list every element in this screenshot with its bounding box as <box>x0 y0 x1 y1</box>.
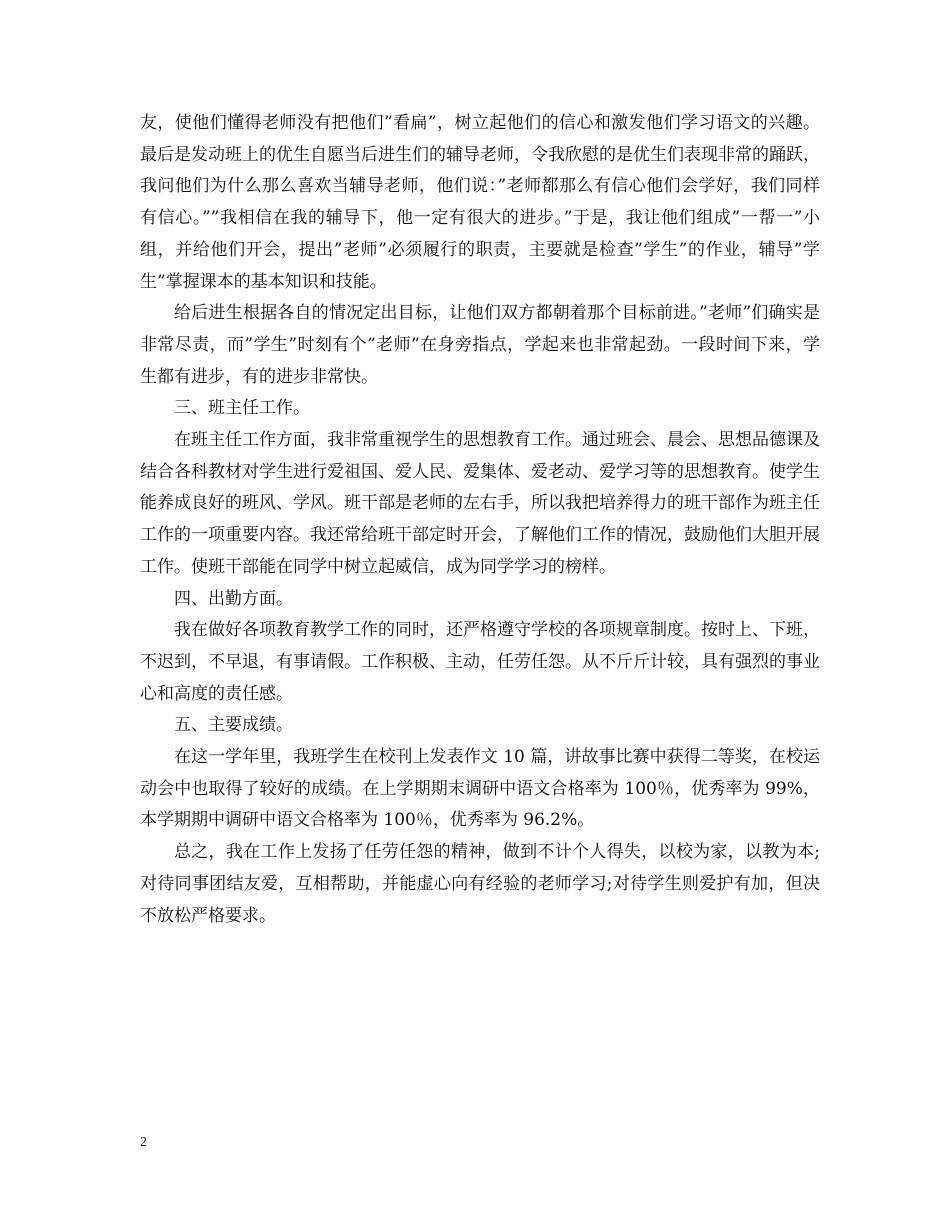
paragraph-attendance: 我在做好各项教育教学工作的同时，还严格遵守学校的各项规章制度。按时上、下班，不迟到，不早退，有事请假。工作积极、主动，任劳任怨。从不斤斤计较，具有强烈的事业心和高度的责任感。 <box>140 620 820 704</box>
section-heading-class-teacher: 三、班主任工作。 <box>174 398 310 419</box>
paragraph-class-teacher: 在班主任工作方面，我非常重视学生的思想教育工作。通过班会、晨会、思想品德课及结合各科教材对学生进行爱祖国、爱人民、爱集体、爱老动、爱学习等的思想教育。使学生能养成良好的班风、学风。班干部是老师的左右手，所以我把培养得力的班干部作为班主任工作的一项重要内容。我还常给班干部定时开会，了解他们工作的情况，鼓励他们大胆开展工作。使班干部能在同学中树立起威信，成为同学学习的榜样。 <box>140 430 820 577</box>
document-body <box>140 108 820 932</box>
page-number: 2 <box>140 1135 147 1150</box>
paragraph-summary: 总之，我在工作上发扬了任劳任怨的精神，做到不计个人得失，以校为家，以教为本;对待同事团结友爱，互相帮助，并能虚心向有经验的老师学习;对待学生则爱护有加，但决不放松严格要求。 <box>140 842 820 926</box>
paragraph-goals: 给后进生根据各自的情况定出目标，让他们双方都朝着那个目标前进。”老师”们确实是非常尽责，而”学生”时刻有个”老师”在身旁指点，学起来也非常起劲。一段时间下来，学生都有进步，有的进步非常快。 <box>140 303 820 387</box>
section-heading-achievements: 五、主要成绩。 <box>174 715 293 736</box>
paragraph-continuation: 友，使他们懂得老师没有把他们”看扁”，树立起他们的信心和激发他们学习语文的兴趣。最后是发动班上的优生自愿当后进生们的辅导老师，令我欣慰的是优生们表现非常的踊跃，我问他们为什么那么喜欢当辅导老师，他们说：”老师都那么有信心他们会学好，我们同样有信心。””我相信在我的辅导下，他一定有很大的进步。”于是，我让他们组成”一帮一”小组，并给他们开会，提出”老师”必须履行的职责，主要就是检查”学生”的作业，辅导”学生”掌握课本的基本知识和技能。 <box>140 113 820 292</box>
section-heading-attendance: 四、出勤方面。 <box>174 588 293 609</box>
paragraph-achievements: 在这一学年里，我班学生在校刊上发表作文 10 篇，讲故事比赛中获得二等奖，在校运动会中也取得了较好的成绩。在上学期期末调研中语文合格率为 100％，优秀率为 99%，本学期期中调研中语文合格率为 100％，优秀率为 96.2%。 <box>140 747 820 831</box>
